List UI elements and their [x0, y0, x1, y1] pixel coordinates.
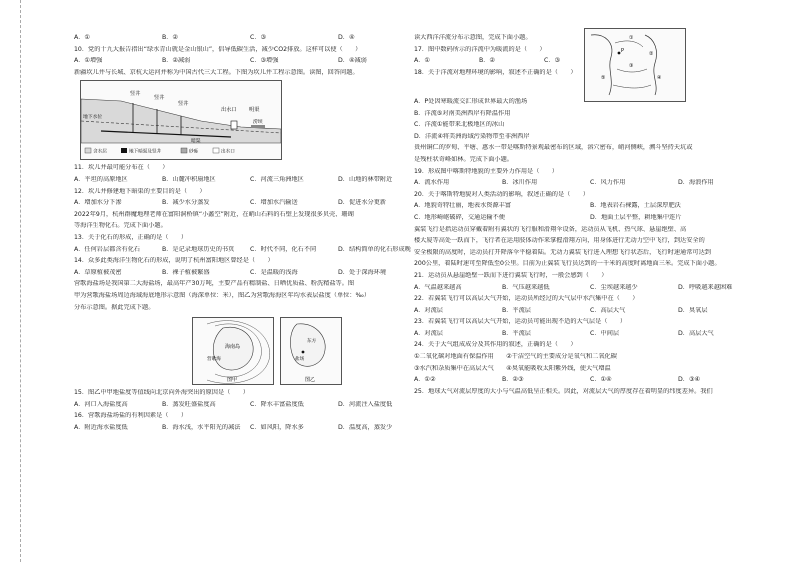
map-label: 盐场 — [295, 357, 305, 363]
question-20-options-2: C．地形崎岖破碎，交通运输不便 D．地面土层平整，耕地集中连片 — [414, 213, 682, 221]
intro-wingsuit-4: 200公里，着陆时速可至降低至0公里。目前为止翼装飞行员达到的一千米的高度时离地面三米。完成下面小题。 — [414, 260, 721, 268]
intro-wingsuit-3: 安全极限的高度时，运动员打开降落伞平稳着陆。无动力翼装飞行进入理想飞行状态后，飞行时速通常可达到 — [414, 248, 711, 256]
question-19: 19．形成图中喀斯特地貌的主要外力作用是（ ） — [414, 167, 558, 175]
legend-item: 地下暗渠及竖井 — [129, 149, 162, 155]
question-20: 20．关于喀斯特地貌对人类活动的影响，叙述正确的是（ ） — [414, 190, 589, 198]
map-label: 营歌海 — [207, 357, 221, 363]
karez-label: 地下水位 — [83, 115, 103, 121]
legend-item: 含水层 — [93, 149, 107, 155]
question-10: 10．党的十九大报告指出“绿水青山就是金山银山”，倡导低碳生活，减少CO2排放。这样可以使（ ） — [74, 45, 362, 53]
question-16-options: A．附近海水盐度低 B．海水浅，水平阳光的减法 C．如风阳，降水多 D．温度高，蒸发少 — [74, 423, 393, 431]
question-25: 25．地球大气对流层厚度的大小与气温高低呈正相关。因此，对流层大气的厚度存在着明显的纬度差异。我们 — [414, 387, 713, 395]
intro-karst-2: 是残柱状奇峰如林。完成下面小题。 — [414, 155, 513, 163]
question-15: 15．图乙中甲地盐度等值线向北京向外海突出的原因是（ ） — [74, 389, 249, 397]
question-17-options: A．① B．② C．③ — [414, 57, 561, 65]
question-19-options: A．流水作用 B．冰川作用 C．风力作用 D．海浪作用 — [414, 179, 714, 187]
question-24-statements-1: ①二氧化碳对地面有保温作用 ②干洁空气的主要成分是氧气和二氧化碳 — [414, 353, 617, 361]
salinity-map — [281, 318, 341, 384]
figure-caption: 图乙 — [305, 377, 316, 384]
question-21-options: A．气温越来越高 B．气压越来越低 C．尘埃越来越少 D．呼吸越来越困难 — [414, 283, 733, 291]
left-column — [74, 34, 426, 435]
map-label: 海南岛 — [225, 344, 241, 351]
question-24-options: A．①② B．②③ C．①④ D．③④ — [414, 376, 701, 384]
right-column — [414, 34, 766, 399]
map-label: ① — [629, 35, 634, 41]
question-21: 21．运动员从悬崖绝壁一跃而下进行翼装飞行时，一般会感到（ ） — [414, 271, 608, 279]
intro-karst-1: 贵州铜仁的罗甸、平塘、惠水一带是喀斯特景观最密布的区域，溶穴密布，峭河侧峡，溯斗坚持天坑或 — [414, 144, 693, 152]
question-22: 22．若翼装飞行可以高层大气开始，运动员所经过的大气层中水汽集中在（ ） — [414, 295, 639, 303]
karez-figure — [80, 80, 282, 160]
question-18-a: A．P处因寒暖流交汇形成世界最大的渔场 — [414, 98, 528, 105]
karez-label: 出水口 — [221, 107, 237, 114]
question-18: 18．关于洋流对地理环境的影响，叙述不正确的是（ ） — [414, 68, 577, 76]
question-20-options-1: A．地貌奇特壮丽，地表水资源丰富 B．地表岩石裸露，土层深厚肥沃 — [414, 202, 681, 210]
karez-label: 竖井 — [130, 91, 141, 98]
question-24-statements-2: ③水汽和杂质集中在高层大气 ④臭氧能吸收太阳紫外线，使大气增温 — [414, 364, 611, 372]
intro-salt-3: 分布示意图。据此完成下题。 — [74, 303, 155, 311]
figure-a — [192, 317, 274, 385]
intro-wingsuit-2: 楼大厦等高处一跃而下，飞行者在运用肢体动作来掌握滑翔方向，用身体进行无动力空中飞行，到达安全的 — [414, 237, 705, 245]
karez-label: 明渠 — [249, 107, 260, 114]
figure-caption: 图甲 — [227, 377, 238, 384]
map-label: P — [621, 48, 625, 54]
question-24: 24．关于大气组成成分及其作用的叙述，正确的是（ ） — [414, 341, 577, 349]
karez-label: 涝坝 — [253, 120, 263, 126]
intro-wingsuit-1: 翼装飞行是指运动员穿戴着附有翼状的飞行服和滑翔伞设备，运动员从飞机、热气球、悬崖绝壁、高 — [414, 225, 687, 233]
question-23: 23．若翼装飞行可以高层大气开始，运动员可能出现不适的大气层是（ ） — [414, 318, 627, 326]
legend-item: 砂砾 — [189, 149, 199, 155]
question-11-options: A．平坦的高原地区 B．山麓冲积扇地区 C．河流三角洲地区 D．山地的林带附近 — [74, 175, 393, 183]
atlantic-figure — [584, 28, 686, 102]
options-row: A．① B．② C．③ D．④ — [74, 34, 355, 41]
question-10-options: A．①增强 B．②减弱 C．③增强 D．④减弱 — [74, 57, 367, 65]
question-18-b: B．洋流⑤对南美洲西岸有降温作用 — [414, 109, 511, 117]
atlantic-block — [414, 34, 766, 98]
map-label: 东方 — [307, 339, 317, 345]
karez-diagram — [81, 81, 281, 159]
map-label: ② — [649, 51, 654, 57]
question-11: 11．坎儿井最可能分布在（ ） — [74, 164, 169, 172]
question-22-options: A．对流层 B．平流层 C．高层大气 D．臭氧层 — [414, 306, 708, 314]
question-12: 12．坎儿井修建地下暗渠的主要目的是（ ） — [74, 187, 206, 195]
question-23-options: A．对流层 B．平流层 C．中间层 D．高层大气 — [414, 329, 714, 337]
map-label: ③ — [629, 63, 634, 69]
intro-karez: 新疆坎儿井与长城、京杭大运河并称为中国古代三大工程。下图为坎儿井工程示意图。读图，回答问题。 — [74, 68, 359, 76]
karez-label: 竖井 — [154, 95, 165, 102]
question-17: 17．图中数码所示的洋流中为暖流的是（ ） — [414, 45, 546, 53]
legend-item: 出水口 — [221, 149, 235, 155]
karez-label: 暗渠 — [191, 139, 201, 145]
figure-b — [280, 317, 342, 385]
question-14: 14．众多此类海洋生物化石的形成，说明了杭州富阳地区曾经是（ ） — [74, 257, 274, 265]
question-13: 13．关于化石的形成，正确的是（ ） — [74, 233, 188, 241]
question-18-c: C．洋流①能带来北极地区的冰山 — [414, 121, 505, 129]
question-15-options: A．河口入海盐度高 B．蒸发旺盛盐度高 C．降水丰富盐度低 D．河流注入盐度低 — [74, 400, 393, 408]
question-18-d: D．洋流④将美洲海域污染物带至非洲西岸 — [414, 132, 530, 140]
salt-figures — [192, 315, 426, 389]
map-label: ④ — [657, 75, 662, 81]
intro-fossil-1: 2022年9月，杭州群魔地理老师在富阳洞桥镇“小蠡空”附近，在峭山石料的石壁上发现很多贝壳、珊瑚 — [74, 210, 354, 218]
karez-label: 竖井 — [178, 101, 189, 108]
binding-line — [20, 0, 21, 562]
question-13-options: A．任何岩层都含有化石 B．是记录地球历史的书页 C．时代不同，化石不同 D．结构简单的化石形成晚 — [74, 245, 411, 253]
intro-salt-2: 甲为营歌海盐场周边海域海底地形示意图（海深单位：米），图乙为营歌海海区年均水表层盐度（单位：‰） — [74, 291, 371, 299]
question-12-options: A．增加水分下渗 B．减少水分蒸发 C．增加水汽输送 D．促进水分更新 — [74, 199, 387, 207]
intro-fossil-2: 等海洋生物化石。完成下面小题。 — [74, 222, 167, 230]
atlantic-map — [585, 29, 685, 101]
intro-atlantic: 读大西洋洋流分布示意图，完成下面小题。 — [414, 34, 532, 41]
seabed-map — [193, 318, 273, 384]
intro-salt-1: 营歌海盐场是我国第二大海盐场，最高年产30万吨，主要产品有精制盐、日晒优质盐、粉洗精盐等。图 — [74, 280, 355, 288]
question-16: 16．营歌海盐场盐的有利因素是（ ） — [74, 412, 188, 420]
map-label: ⑤ — [601, 75, 606, 81]
question-14-options: A．草原植被茂密 B．裸子植被繁盛 C．是温暖的浅海 D．处于深海环境 — [74, 268, 387, 276]
